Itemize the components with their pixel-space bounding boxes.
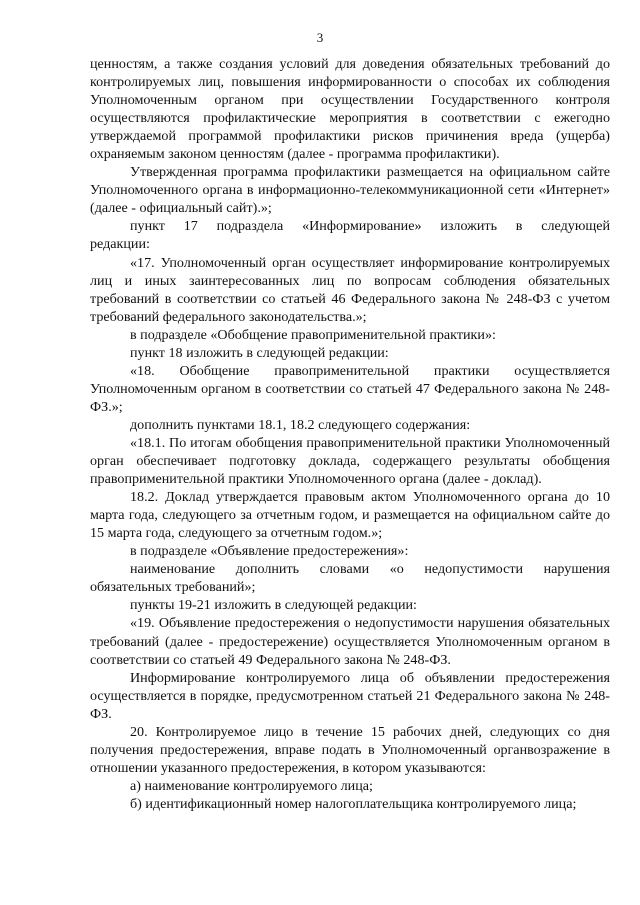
paragraph: наименование дополнить словами «о недопустимости нарушения обязательных требований»; [90, 561, 610, 596]
paragraph: «18.1. По итогам обобщения правоприменительной практики Уполномоченный орган обеспечивает подготовку доклада, содержащего результаты обобщения правоприменительной практики Уполномоченного органа (далее - доклад). [90, 434, 610, 488]
paragraph: ценностям, а также создания условий для доведения обязательных требований до контролируемых лиц, повышения информированности о способах их соблюдения Уполномоченным органом при осуществлении Государственного контроля осуществляются профилактические мероприятия в соответствии с ежегодно утверждаемой программой профилактики рисков причинения вреда (ущерба) охраняемым законом ценностям (далее - программа профилактики). [90, 56, 610, 163]
paragraph: «17. Уполномоченный орган осуществляет информирование контролируемых лиц и иных заинтересованных лиц по вопросам соблюдения обязательных требований в соответствии со статьей 46 Федерального закона № 248-ФЗ с учетом требований федерального законодательства.»; [90, 254, 610, 325]
paragraph: пункт 17 подраздела «Информирование» изложить в следующей редакции: [90, 218, 610, 253]
paragraph: пункт 18 изложить в следующей редакции: [130, 344, 389, 361]
paragraph: б) идентификационный номер налогоплательщика контролируемого лица; [130, 795, 577, 812]
paragraph: а) наименование контролируемого лица; [130, 777, 373, 794]
page-number: 3 [316, 30, 324, 45]
paragraph: дополнить пунктами 18.1, 18.2 следующего содержания: [130, 416, 471, 433]
document-body [90, 55, 610, 813]
paragraph: в подразделе «Объявление предостережения»: [130, 543, 409, 560]
paragraph: «19. Объявление предостережения о недопустимости нарушения обязательных требований (далее - предостережение) осуществляется Уполномоченным органом в соответствии со статьей 49 Федерального закона № 248-ФЗ. [90, 615, 610, 668]
paragraph: Утвержденная программа профилактики размещается на официальном сайте Уполномоченного органа в информационно-телекоммуникационной сети «Интернет» (далее - официальный сайт).»; [90, 164, 610, 217]
paragraph: Информирование контролируемого лица об объявлении предостережения осуществляется в порядке, предусмотренном статьей 21 Федерального закона № 248-ФЗ. [90, 669, 610, 722]
paragraph: «18. Обобщение правоприменительной практики осуществляется Уполномоченным органом в соответствии со статьей 47 Федерального закона № 248-ФЗ.»; [90, 362, 610, 415]
paragraph: в подразделе «Обобщение правоприменительной практики»: [130, 326, 496, 343]
paragraph: пункты 19-21 изложить в следующей редакции: [130, 597, 417, 614]
paragraph: 18.2. Доклад утверждается правовым актом Уполномоченного органа до 10 марта года, следующего за отчетным годом, и размещается на официальном сайте до 15 марта года, следующего за отчетным годом.»; [90, 489, 610, 542]
paragraph: 20. Контролируемое лицо в течение 15 рабочих дней, следующих со дня получения предостережения, вправе подать в Уполномоченный органвозражение в отношении указанного предостережения, в котором указываются: [90, 723, 610, 776]
